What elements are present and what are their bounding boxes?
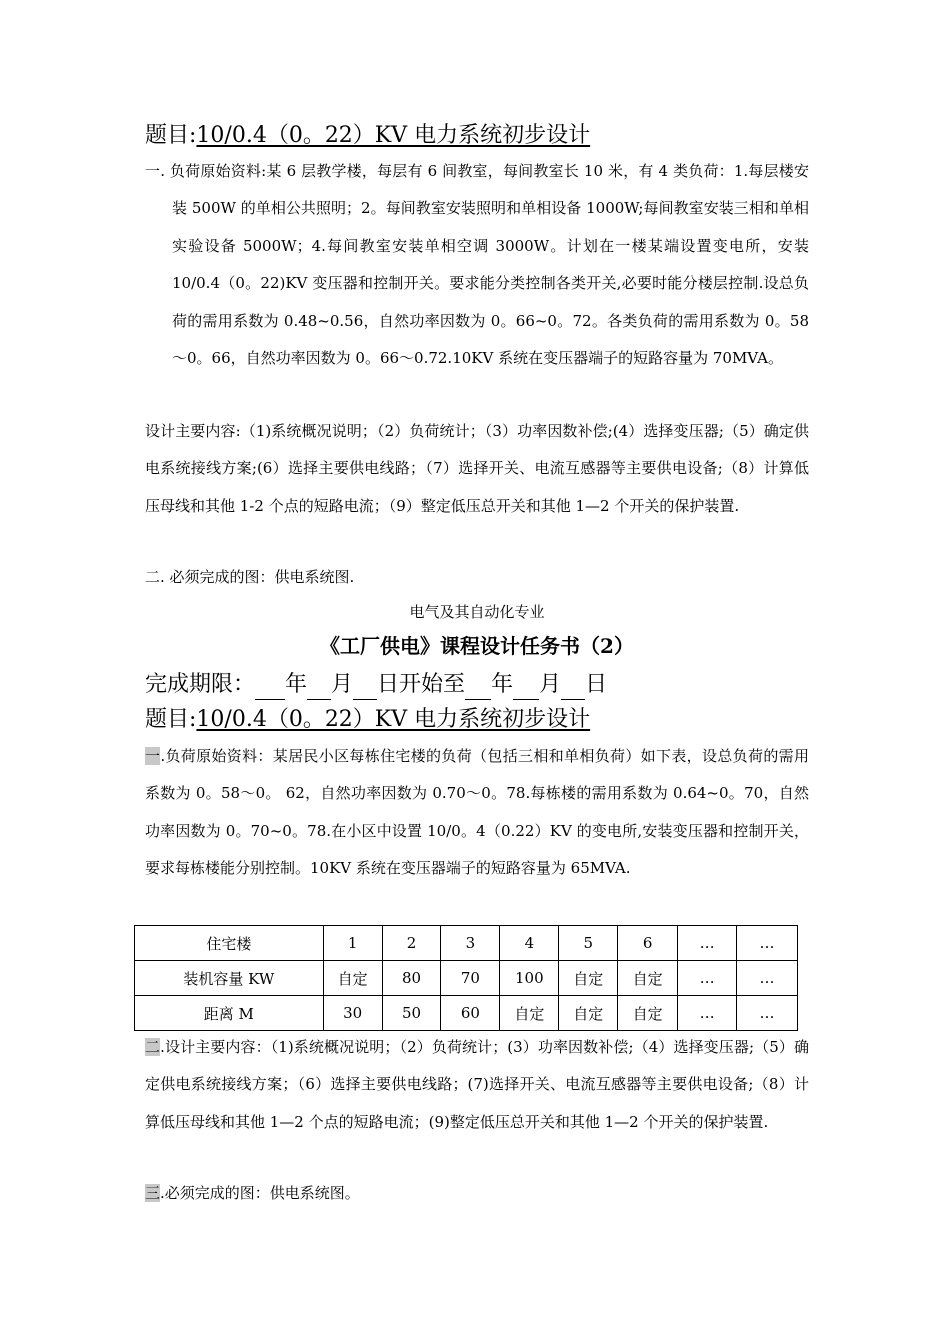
table-cell: 自定 [323, 961, 382, 996]
table-row [135, 996, 798, 1031]
table-row-header: 距离 M [135, 996, 324, 1031]
table-row-header: 装机容量 KW [135, 961, 324, 996]
table-row [135, 961, 798, 996]
load-table [134, 925, 798, 1031]
table-cell: 自定 [618, 961, 678, 996]
task2-load-data [145, 738, 809, 887]
table-cell: 6 [618, 926, 678, 961]
table-cell: … [678, 996, 737, 1031]
deadline-month2-blank[interactable] [513, 677, 539, 700]
table-cell: … [737, 961, 798, 996]
task1-title [145, 121, 590, 151]
item1-text: .负荷原始资料：某居民小区每栋住宅楼的负荷（包括三相和单相负荷）如下表，设总负荷的需用系数为 0。58～0。 62，自然功率因数为 0.70～0。78.每栋楼的需用系数为 0.64~0。70，自然功率因数为 0。70~0。78.在小区中设置 10/0。4（0.22）KV 的变电所,安装变压器和控制开关，要求每栋楼能分别控制。10KV 系统在变压器端子的短路容量为 65MVA. [145, 747, 809, 877]
item2-number: 二 [145, 1038, 161, 1056]
table-row [135, 926, 798, 961]
task2-title-text: 10/0.4（0。22）KV 电力系统初步设计 [196, 707, 591, 732]
task2-title [145, 705, 590, 735]
table-cell: 3 [441, 926, 500, 961]
task2-title-prefix: 题目: [145, 707, 197, 732]
deadline-year-blank[interactable] [255, 677, 285, 700]
task1-required-drawing: 二. 必须完成的图：供电系统图. [145, 568, 355, 586]
table-cell: 自定 [559, 996, 618, 1031]
load-table-body [135, 926, 798, 1031]
table-cell: 100 [500, 961, 559, 996]
table-cell: … [737, 996, 798, 1031]
deadline-day-start: 日开始至 [377, 672, 466, 697]
table-cell: 30 [323, 996, 382, 1031]
table-cell: 自定 [618, 996, 678, 1031]
table-cell: 2 [382, 926, 441, 961]
table-cell: 60 [441, 996, 500, 1031]
major-label: 电气及其自动化专业 [409, 603, 545, 621]
deadline-day-end: 日 [585, 672, 608, 697]
table-cell: 80 [382, 961, 441, 996]
deadline-line [145, 670, 607, 700]
table-cell: … [737, 926, 798, 961]
table-cell: … [678, 961, 737, 996]
deadline-month-blank[interactable] [307, 677, 331, 700]
table-cell: 4 [500, 926, 559, 961]
item3-number: 三 [145, 1184, 161, 1202]
deadline-month2-unit: 月 [539, 672, 562, 697]
item2-text: .设计主要内容：（1)系统概况说明；（2）负荷统计；(3）功率因数补偿;（4）选择变压器;（5）确定供电系统接线方案；（6）选择主要供电线路；(7)选择开关、电流互感器等主要供电设备;（8）计算低压母线和其他 1—2 个点的短路电流；(9)整定低压总开关和其他 1—2 个开关的保护装置. [145, 1038, 809, 1131]
deadline-label: 完成期限： [145, 672, 256, 697]
task2-required-drawing [145, 1181, 360, 1205]
task1-design-content: 设计主要内容:（1)系统概况说明；（2）负荷统计；（3）功率因数补偿;(4）选择变压器;（5）确定供电系统接线方案;(6）选择主要供电线路；（7）选择开关、电流互感器等主要供电设备;（8）计算低压母线和其他 1-2 个点的短路电流；（9）整定低压总开关和其他 1—2 个开关的保护装置. [145, 422, 809, 515]
deadline-year2-blank[interactable] [465, 677, 491, 700]
task1-load-data: 一. 负荷原始资料:某 6 层教学楼，每层有 6 间教室，每间教室长 10 米，有 4 类负荷：1.每层楼安装 500W 的单相公共照明；2。每间教室安装照明和单相设备 1000W;每间教室安装三相和单相实验设备 5000W；4.每间教室安装单相空调 3000W。计划在一楼某端设置变电所，安装 10/0.4（0。22)KV 变压器和控制开关。要求能分类控制各类开关,必要时能分楼层控制.设总负荷的需用系数为 0.48~0.56，自然功率因数为 0。66~0。72。各类负荷的需用系数为 0。58～0。66，自然功率因数为 0。66～0.72.10KV 系统在变压器端子的短路容量为 70MVA。 [145, 162, 809, 368]
table-cell: 50 [382, 996, 441, 1031]
deadline-year-unit: 年 [285, 672, 308, 697]
deadline-day2-blank[interactable] [561, 677, 585, 700]
task1-title-prefix: 题目: [145, 123, 197, 148]
task1-title-text: 10/0.4（0。22）KV 电力系统初步设计 [196, 123, 591, 148]
table-row-header: 住宅楼 [135, 926, 324, 961]
table-cell: 5 [559, 926, 618, 961]
item1-number: 一 [145, 747, 161, 765]
table-cell: 自定 [500, 996, 559, 1031]
deadline-year2-unit: 年 [491, 672, 514, 697]
deadline-month-unit: 月 [331, 672, 354, 697]
assignment-heading: 《工厂供电》课程设计任务书（2） [320, 634, 634, 658]
task2-design-content [145, 1029, 809, 1141]
item3-text: .必须完成的图：供电系统图。 [160, 1184, 360, 1202]
table-cell: … [678, 926, 737, 961]
deadline-day-blank[interactable] [353, 677, 377, 700]
table-cell: 自定 [559, 961, 618, 996]
table-cell: 70 [441, 961, 500, 996]
table-cell: 1 [323, 926, 382, 961]
